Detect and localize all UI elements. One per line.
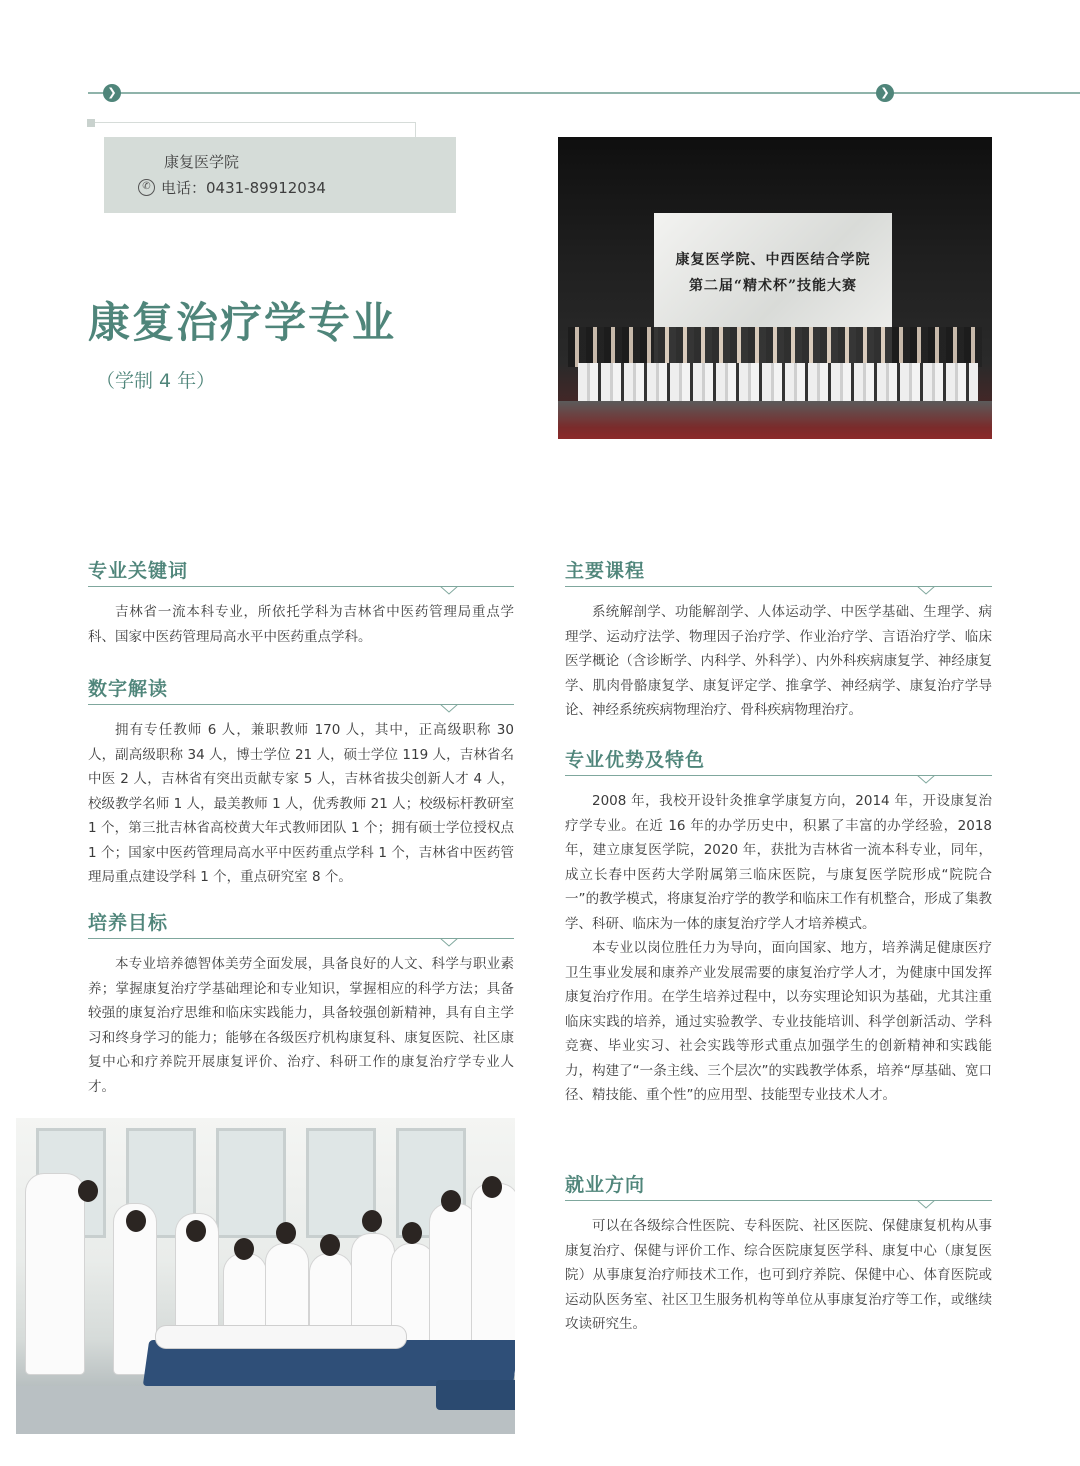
phone-number: 电话：0431-89912034 [161,179,326,197]
section-goals [88,908,514,1099]
section-body [565,789,992,1108]
section-paragraph: 可以在各级综合性医院、专科医院、社区医院、保健康复机构从事康复治疗、保健与评价工作、综合医院康复医学科、康复中心（康复医院）从事康复治疗师技术工作，也可到疗养院、保健中心、体育医院或运动队医务室、社区卫生服务机构等单位从事康复治疗等工作，或继续攻读研究生。 [565,1218,992,1332]
section-header [88,674,514,706]
student-head [186,1220,206,1242]
section-advantages [565,745,992,1108]
section-header [565,556,992,588]
section-title: 专业关键词 [88,560,189,582]
competition-group-photo [558,137,992,439]
arrow-right-icon: ❯ [876,84,894,102]
section-body [88,600,514,649]
section-paragraph: 本专业以岗位胜任力为导向，面向国家、地方，培养满足健康医疗卫生事业发展和康养产业发展需要的康复治疗学人才，为健康中国发挥康复治疗作用。在学生培养过程中，以夯实理论知识为基础，尤其注重临床实践的培养，通过实验教学、专业技能培训、科学创新活动、学科竞赛、毕业实习、社会实践等形式重点加强学生的创新精神和实践能力，构建了“一条主线、三个层次”的实践教学体系，培养“厚基础、宽口径、精技能、重个性”的应用型、技能型专业技术人才。 [565,940,992,1103]
student-head [402,1222,422,1244]
section-rule-notch [440,704,458,713]
section-body [565,600,992,723]
section-title: 就业方向 [565,1174,646,1196]
arrow-right-icon: ❯ [103,84,121,102]
study-duration: （学制 4 年） [96,370,216,392]
section-paragraph: 拥有专任教师 6 人，兼职教师 170 人，其中，正高级职称 30 人，副高级职称 34 人，博士学位 21 人，硕士学位 119 人，吉林省名中医 2 人，吉林省有突出贡献专家 5 人，吉林省拔尖创新人才 4 人，校级教学名师 1 人，最美教师 1 人，优秀教师 21 人；校级标杆教研室 1 个，第三批吉林省高校黄大年式教师团队 1 个；拥有硕士学位授权点 1 个；国家中医药管理局高水平中医药重点学科 1 个，吉林省中医药管理局重点建设学科 1 个，重点研究室 8 个。 [88,722,514,885]
treatment-table [436,1380,515,1410]
student-head [482,1176,502,1198]
lab-window [216,1128,286,1238]
section-title: 数字解读 [88,678,169,700]
student-head [320,1234,340,1256]
contact-card [104,137,456,213]
section-numbers [88,674,514,890]
section-courses [565,556,992,723]
section-header [88,556,514,588]
section-header [565,1170,992,1202]
section-rule-notch [917,1200,935,1209]
section-rule-notch [440,938,458,947]
section-rule-notch [917,586,935,595]
section-paragraph: 2008 年，我校开设针灸推拿学康复方向，2014 年，开设康复治疗学专业。在近 16 年的办学历史中，积累了丰富的办学经验，2018 年，建立康复医学院，2020 年，获批为吉林省一流本科专业，同年，成立长春中医药大学附属第三临床医院，与康复医学院形成“院院合一”的教学模式，将康复治疗学的教学和临床工作有机整合，形成了集教学、科研、临床为一体的康复治疗学人才培养模式。 [565,793,992,932]
section-header [565,745,992,777]
section-paragraph: 吉林省一流本科专业，所依托学科为吉林省中医药管理局重点学科、国家中医药管理局高水平中医药重点学科。 [88,604,514,645]
crowd-back-row [568,327,982,367]
section-keywords [88,556,514,649]
practical-training-photo [16,1118,515,1434]
major-title: 康复治疗学专业 [88,298,397,347]
student-head [362,1210,382,1232]
student-head [78,1180,98,1202]
student-figure [26,1174,84,1374]
top-divider [88,92,1080,94]
section-rule-notch [440,586,458,595]
section-title: 专业优势及特色 [565,749,706,771]
student-head [441,1190,461,1212]
phone-icon: ✆ [138,179,155,196]
section-title: 培养目标 [88,912,169,934]
college-name: 康复医学院 [164,153,240,171]
student-head [276,1222,296,1244]
section-body [88,718,514,890]
stage-floor [558,401,992,439]
section-body [88,952,514,1099]
section-title: 主要课程 [565,560,646,582]
section-paragraph: 系统解剖学、功能解剖学、人体运动学、中医学基础、生理学、病理学、运动疗法学、物理因子治疗学、作业治疗学、言语治疗学、临床医学概论（含诊断学、内科学、外科学）、内外科疾病康复学、神经康复学、肌肉骨骼康复学、康复评定学、推拿学、神经病学、康复治疗学导论、神经系统疾病物理治疗、骨科疾病物理治疗。 [565,604,992,718]
section-rule-notch [917,775,935,784]
section-body [565,1214,992,1337]
student-head [234,1238,254,1260]
section-header [88,908,514,940]
section-employment [565,1170,992,1337]
screen-text-line1: 康复医学院、中西医结合学院 [675,252,871,268]
phone-line [138,177,326,198]
student-head [126,1210,146,1232]
section-paragraph: 本专业培养德智体美劳全面发展，具备良好的人文、科学与职业素养；掌握康复治疗学基础理论和专业知识，掌握相应的科学方法；具备较强的康复治疗思维和临床实践能力，具备较强创新精神，具有自主学习和终身学习的能力；能够在各级医疗机构康复科、康复医院、社区康复中心和疗养院开展康复评价、治疗、科研工作的康复治疗学专业人才。 [88,956,514,1095]
patient-figure [156,1326,406,1348]
screen-text-line2: 第二届“精术杯”技能大赛 [688,278,858,294]
crowd-front-row [578,363,978,401]
